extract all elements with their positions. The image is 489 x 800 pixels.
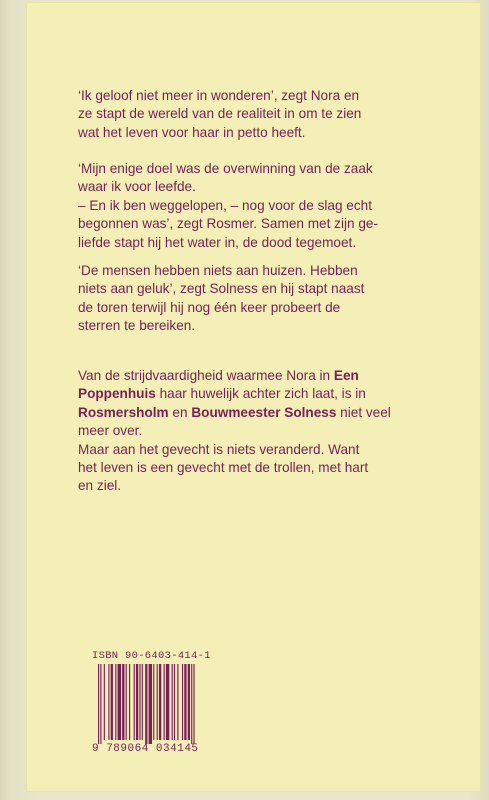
barcode-bar (108, 664, 109, 740)
quote-line: de toren terwijl hij nog één keer probeert de (78, 299, 341, 315)
description-line (78, 404, 418, 422)
quote-line: wat het leven voor haar in petto heeft. (78, 124, 306, 140)
barcode-bar (159, 664, 161, 740)
barcode-bar (115, 664, 116, 740)
barcode-bar (126, 664, 127, 740)
title-een-poppenhuis-part2: Poppenhuis (78, 386, 156, 402)
quote-line: niets aan geluk’, zegt Solness en hij stapt naast (78, 281, 365, 297)
book-description (78, 367, 418, 496)
barcode-bar (145, 664, 147, 744)
description-line: meer over. (78, 423, 143, 439)
barcode-bar (153, 664, 154, 740)
quote-line: ze stapt de wereld van de realiteit in om te zien (78, 106, 362, 122)
description-text: haar huwelijk achter zich laat, is in (155, 386, 366, 402)
barcode-bar (157, 664, 158, 740)
description-line: Maar aan het gevecht is niets veranderd. Want (78, 441, 360, 457)
quote-rosmer (78, 160, 418, 252)
barcode-bar (174, 664, 175, 740)
quote-line: ‘De mensen hebben niets aan huizen. Hebben (78, 263, 358, 278)
quote-line: begonnen was’, zegt Rosmer. Samen met zijn ge- (78, 216, 378, 232)
ean-digits: 9 789064 034145 (92, 743, 199, 755)
barcode-bar (193, 664, 194, 744)
barcode-bar (100, 664, 101, 744)
barcode-bar (122, 664, 124, 740)
description-line: het leven is een gevecht met de trollen, met hart (78, 460, 369, 476)
barcode-bar (184, 664, 186, 740)
isbn-label: ISBN 90-6403-414-1 (92, 650, 211, 662)
barcode-bar (172, 664, 173, 740)
barcode-bar (98, 664, 99, 744)
barcode-bar (142, 664, 143, 740)
title-bouwmeester-solness: Bouwmeester Solness (191, 404, 337, 420)
barcode-bar (164, 664, 165, 740)
quote-line: waar ik voor leefde. (78, 179, 196, 195)
barcode-bar (136, 664, 138, 740)
quote-line: – En ik ben weggelopen, – nog voor de slag echt (78, 197, 372, 213)
title-een-poppenhuis-part1: Een (333, 368, 359, 383)
barcode-bar (139, 664, 140, 740)
description-text: Van de strijdvaardigheid waarmee Nora in (78, 368, 334, 383)
title-rosmersholm: Rosmersholm (78, 404, 169, 420)
isbn-barcode (92, 650, 232, 770)
barcode-bar (104, 664, 105, 740)
barcode-bar (118, 664, 121, 740)
barcode-bar (166, 664, 169, 740)
description-line: en ziel. (78, 478, 122, 494)
quote-nora (78, 87, 418, 142)
barcode-bars (92, 664, 232, 746)
description-text: niet veel (336, 404, 391, 420)
description-line (78, 385, 418, 403)
barcode-bar (177, 664, 178, 740)
quote-solness (78, 262, 418, 336)
quote-line: sterren te bereiken. (78, 318, 196, 334)
barcode-bar (188, 664, 190, 740)
barcode-bar (191, 664, 192, 744)
description-line (78, 367, 418, 385)
barcode-bar (182, 664, 183, 740)
quote-line: ‘Mijn enige doel was de overwinning van de zaak (78, 161, 373, 176)
barcode-bar (129, 664, 130, 740)
quote-line: ‘Ik geloof niet meer in wonderen’, zegt Nora en (78, 88, 360, 103)
quote-line: liefde stapt hij het water in, de dood tegemoet. (78, 234, 357, 250)
description-text: en (168, 404, 192, 420)
barcode-bar (149, 664, 152, 744)
barcode-bar (111, 664, 113, 740)
barcode-bar (134, 664, 135, 740)
